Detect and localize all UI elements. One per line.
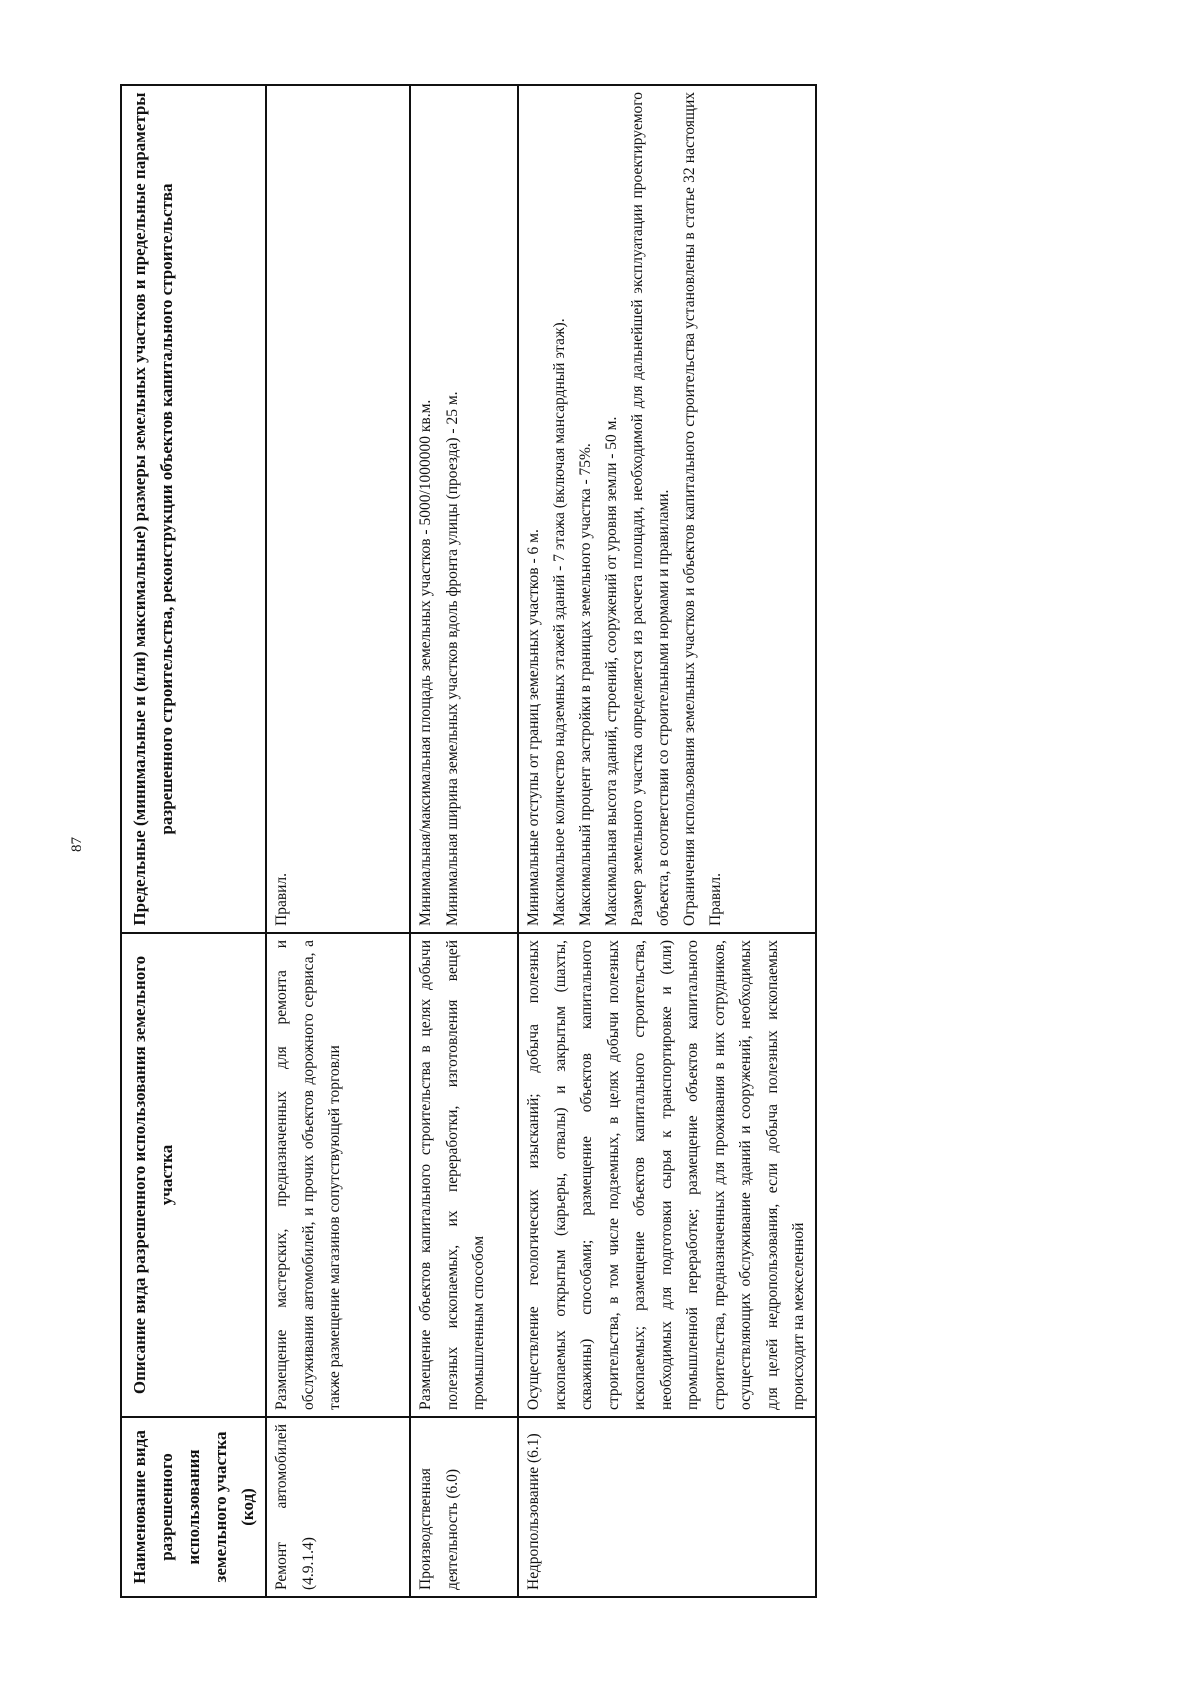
row-name-cell: Производственная деятельность (6.0) <box>410 1417 518 1597</box>
row-name-cell: Ремонт автомобилей (4.9.1.4) <box>266 1417 410 1597</box>
header-name: Наименование вида разрешенного использования земельного участка (код) <box>121 1417 266 1597</box>
param-line: Правил. <box>273 872 290 926</box>
param-line: Минимальная/максимальная площадь земельных участков - 5000/1000000 кв.м. <box>417 399 434 926</box>
table-row <box>518 85 816 1597</box>
land-use-table <box>120 84 817 1598</box>
row-description-cell: Размещение объектов капитального строительства в целях добычи полезных ископаемых, их переработки, изготовления вещей промышленным способом <box>410 933 518 1417</box>
header-description: Описание вида разрешенного использования земельного участка <box>121 933 266 1417</box>
header-params: Предельные (минимальные и (или) максимальные) размеры земельных участков и предельные параметры разрешенного строительства, реконструкции объектов капитального строительства <box>121 85 266 933</box>
row-name-cell: Недропользование (6.1) <box>518 1417 816 1597</box>
param-line: Размер земельного участка определяется из расчета площади, необходимой для дальнейшей эксплуатации проектируемого объекта, в соответствии со строительными нормами и правилами. <box>629 92 672 926</box>
page-number: 87 <box>69 837 85 852</box>
row-params-cell <box>410 85 518 933</box>
row-params-cell <box>266 85 410 933</box>
table-header-row <box>121 85 266 1597</box>
param-line: Ограничения использования земельных участков и объектов капитального строительства установлены в статье 32 настоящих Правил. <box>681 92 724 926</box>
param-line: Максимальное количество надземных этажей зданий - 7 этажа (включая мансардный этаж). <box>551 318 568 926</box>
param-line: Минимальная ширина земельных участков вдоль фронта улицы (проезда) - 25 м. <box>443 391 461 926</box>
row-description-cell: Осуществление геологических изысканий; добыча полезных ископаемых открытым (карьеры, отвалы) и закрытым (шахты, скважины) способами; размещение объектов капитального строительства, в том числе подземных, в целях добычи полезных ископаемых; размещение объектов капитального строительства, необходимых для подготовки сырья к транспортировке и (или) промышленной переработке; размещение объектов капитального строительства, предназначенных для проживания в них сотрудников, осуществляющих обслуживание зданий и сооружений, необходимых для целей недропользования, если добыча полезных ископаемых происходит на межселенной <box>518 933 816 1417</box>
row-params-cell <box>518 85 816 933</box>
param-line: Максимальная высота зданий, строений, сооружений от уровня земли - 50 м. <box>603 416 620 926</box>
param-line: Минимальные отступы от границ земельных участков - 6 м. <box>525 529 542 926</box>
table-row <box>266 85 410 1597</box>
row-description-cell: Размещение мастерских, предназначенных для ремонта и обслуживания автомобилей, и прочих объектов дорожного сервиса, а также размещение магазинов сопутствующей торговли <box>266 933 410 1417</box>
rotated-page <box>120 86 1100 1598</box>
table-row <box>410 85 518 1597</box>
param-line: Максимальный процент застройки в границах земельного участка - 75%. <box>577 443 594 926</box>
